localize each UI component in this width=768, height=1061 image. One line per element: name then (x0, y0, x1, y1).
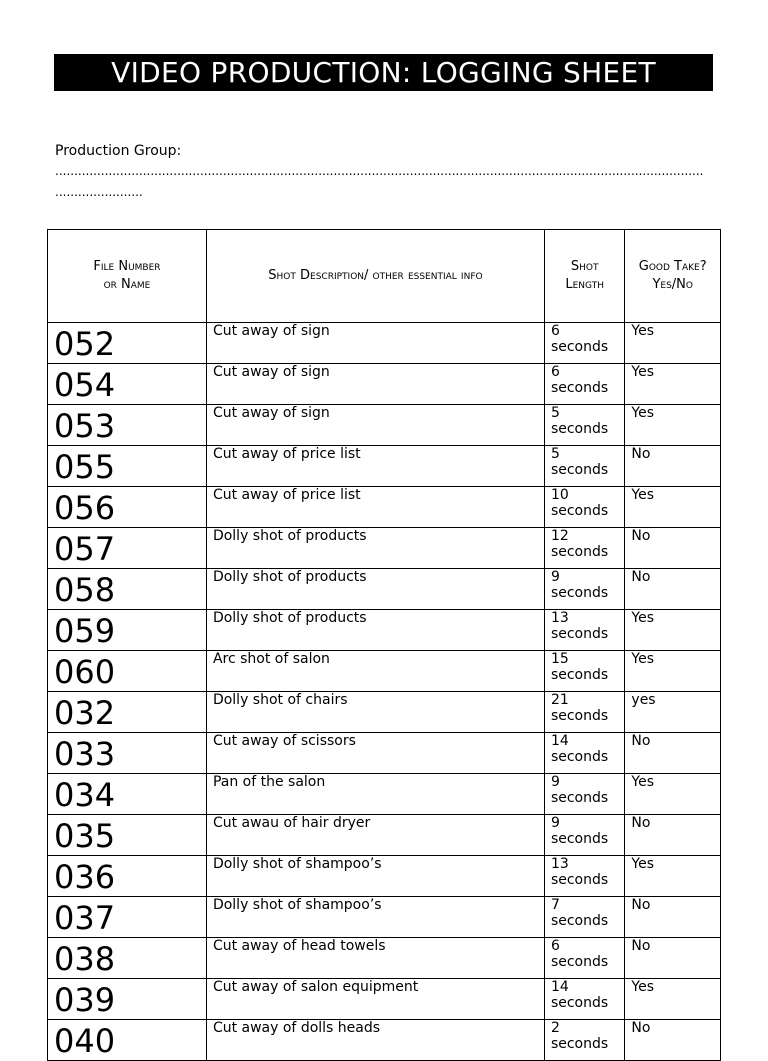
shot-length-cell (544, 815, 624, 856)
table-header-row (48, 230, 721, 323)
good-take-cell: Yes (625, 856, 721, 897)
good-take-cell: Yes (625, 774, 721, 815)
shot-length-value: 7 (550, 897, 560, 913)
shot-length-unit: seconds (550, 626, 609, 642)
file-number-cell: 052 (48, 323, 207, 364)
shot-description-cell: Dolly shot of products (206, 528, 544, 569)
shot-length-value: 6 (550, 364, 560, 380)
table-row (48, 364, 721, 405)
file-number-cell: 038 (48, 938, 207, 979)
shot-length-unit: seconds (550, 462, 609, 478)
file-number-cell: 055 (48, 446, 207, 487)
shot-length-cell (544, 323, 624, 364)
table-row (48, 733, 721, 774)
shot-length-unit: seconds (550, 421, 609, 437)
header-shot-length (544, 230, 624, 323)
shot-length-cell (544, 446, 624, 487)
good-take-cell: Yes (625, 364, 721, 405)
file-number-cell: 036 (48, 856, 207, 897)
shot-length-unit: seconds (550, 995, 609, 1011)
shot-length-unit: seconds (550, 585, 609, 601)
table-row (48, 1020, 721, 1061)
shot-length-value: 15 (550, 651, 569, 667)
shot-length-unit: seconds (550, 708, 609, 724)
shot-description-cell: Cut away of scissors (206, 733, 544, 774)
good-take-cell: Yes (625, 405, 721, 446)
header-good-line2: Yes/No (652, 277, 693, 292)
good-take-cell: No (625, 733, 721, 774)
good-take-cell: Yes (625, 487, 721, 528)
file-number-cell: 059 (48, 610, 207, 651)
good-take-cell: yes (625, 692, 721, 733)
shot-length-cell (544, 528, 624, 569)
table-row (48, 405, 721, 446)
table-row (48, 897, 721, 938)
file-number-cell: 058 (48, 569, 207, 610)
shot-length-value: 13 (550, 856, 569, 872)
shot-length-value: 14 (550, 979, 569, 995)
shot-length-cell (544, 856, 624, 897)
file-number-cell: 034 (48, 774, 207, 815)
header-shot-description: Shot Description/ other essential info (206, 230, 544, 323)
shot-description-cell: Cut away of dolls heads (206, 1020, 544, 1061)
file-number-cell: 037 (48, 897, 207, 938)
good-take-cell: No (625, 815, 721, 856)
shot-description-cell: Dolly shot of products (206, 569, 544, 610)
shot-length-value: 5 (550, 405, 560, 421)
shot-length-unit: seconds (550, 1036, 609, 1052)
table-row (48, 979, 721, 1020)
good-take-cell: Yes (625, 979, 721, 1020)
table-row (48, 774, 721, 815)
file-number-cell: 056 (48, 487, 207, 528)
shot-description-cell: Cut away of sign (206, 364, 544, 405)
shot-description-cell: Cut away of salon equipment (206, 979, 544, 1020)
table-row (48, 815, 721, 856)
table-row (48, 528, 721, 569)
table-body (48, 323, 721, 1061)
document-title: VIDEO PRODUCTION: LOGGING SHEET (54, 54, 713, 91)
good-take-cell: No (625, 938, 721, 979)
header-good-take (625, 230, 721, 323)
table-row (48, 569, 721, 610)
shot-length-value: 5 (550, 446, 560, 462)
shot-description-cell: Cut away of price list (206, 487, 544, 528)
production-group-label: Production Group: (55, 143, 182, 159)
shot-length-unit: seconds (550, 667, 609, 683)
shot-length-value: 6 (550, 323, 560, 339)
shot-length-cell (544, 651, 624, 692)
shot-length-cell (544, 1020, 624, 1061)
file-number-cell: 054 (48, 364, 207, 405)
shot-length-unit: seconds (550, 339, 609, 355)
file-number-cell: 033 (48, 733, 207, 774)
table-row (48, 651, 721, 692)
header-good-line1: Good Take? (638, 259, 707, 274)
file-number-cell: 057 (48, 528, 207, 569)
shot-length-value: 6 (550, 938, 560, 954)
good-take-cell: No (625, 569, 721, 610)
table-row (48, 446, 721, 487)
good-take-cell: Yes (625, 610, 721, 651)
file-number-cell: 032 (48, 692, 207, 733)
shot-description-cell: Cut awau of hair dryer (206, 815, 544, 856)
table-row (48, 487, 721, 528)
shot-length-cell (544, 487, 624, 528)
header-file-line1: File Number (93, 259, 161, 274)
shot-length-unit: seconds (550, 749, 609, 765)
logging-table (47, 229, 721, 1061)
shot-description-cell: Cut away of price list (206, 446, 544, 487)
table-row (48, 856, 721, 897)
file-number-cell: 040 (48, 1020, 207, 1061)
shot-length-unit: seconds (550, 380, 609, 396)
good-take-cell: Yes (625, 651, 721, 692)
shot-length-cell (544, 979, 624, 1020)
header-length-line2: Length (565, 277, 604, 292)
shot-length-value: 9 (550, 774, 560, 790)
shot-length-unit: seconds (550, 790, 609, 806)
good-take-cell: Yes (625, 323, 721, 364)
shot-description-cell: Dolly shot of shampoo’s (206, 897, 544, 938)
table-row (48, 692, 721, 733)
table-row (48, 610, 721, 651)
shot-length-value: 21 (550, 692, 569, 708)
production-group-fill-line-2: ....................... (55, 185, 143, 199)
shot-length-unit: seconds (550, 872, 609, 888)
file-number-cell: 060 (48, 651, 207, 692)
shot-length-unit: seconds (550, 913, 609, 929)
shot-description-cell: Cut away of head towels (206, 938, 544, 979)
shot-length-cell (544, 405, 624, 446)
shot-length-cell (544, 938, 624, 979)
header-length-line1: Shot (570, 259, 599, 274)
good-take-cell: No (625, 446, 721, 487)
file-number-cell: 039 (48, 979, 207, 1020)
shot-length-unit: seconds (550, 954, 609, 970)
shot-length-cell (544, 733, 624, 774)
shot-description-cell: Cut away of sign (206, 323, 544, 364)
shot-length-unit: seconds (550, 831, 609, 847)
good-take-cell: No (625, 897, 721, 938)
shot-description-cell: Arc shot of salon (206, 651, 544, 692)
good-take-cell: No (625, 528, 721, 569)
shot-length-value: 10 (550, 487, 569, 503)
shot-description-cell: Dolly shot of shampoo’s (206, 856, 544, 897)
header-file-number (48, 230, 207, 323)
table-row (48, 323, 721, 364)
shot-length-value: 14 (550, 733, 569, 749)
header-file-line2: or Name (103, 277, 151, 292)
good-take-cell: No (625, 1020, 721, 1061)
shot-length-value: 9 (550, 815, 560, 831)
shot-length-value: 9 (550, 569, 560, 585)
shot-length-cell (544, 774, 624, 815)
table-row (48, 938, 721, 979)
shot-description-cell: Pan of the salon (206, 774, 544, 815)
file-number-cell: 035 (48, 815, 207, 856)
production-group-fill-line: .......................................................................................................................................................................... (55, 164, 704, 178)
shot-description-cell: Dolly shot of chairs (206, 692, 544, 733)
shot-length-cell (544, 610, 624, 651)
shot-length-value: 12 (550, 528, 569, 544)
shot-length-cell (544, 569, 624, 610)
shot-description-cell: Dolly shot of products (206, 610, 544, 651)
shot-length-cell (544, 692, 624, 733)
shot-length-unit: seconds (550, 544, 609, 560)
shot-description-cell: Cut away of sign (206, 405, 544, 446)
file-number-cell: 053 (48, 405, 207, 446)
shot-length-value: 2 (550, 1020, 560, 1036)
shot-length-value: 13 (550, 610, 569, 626)
shot-length-cell (544, 897, 624, 938)
shot-length-cell (544, 364, 624, 405)
shot-length-unit: seconds (550, 503, 609, 519)
